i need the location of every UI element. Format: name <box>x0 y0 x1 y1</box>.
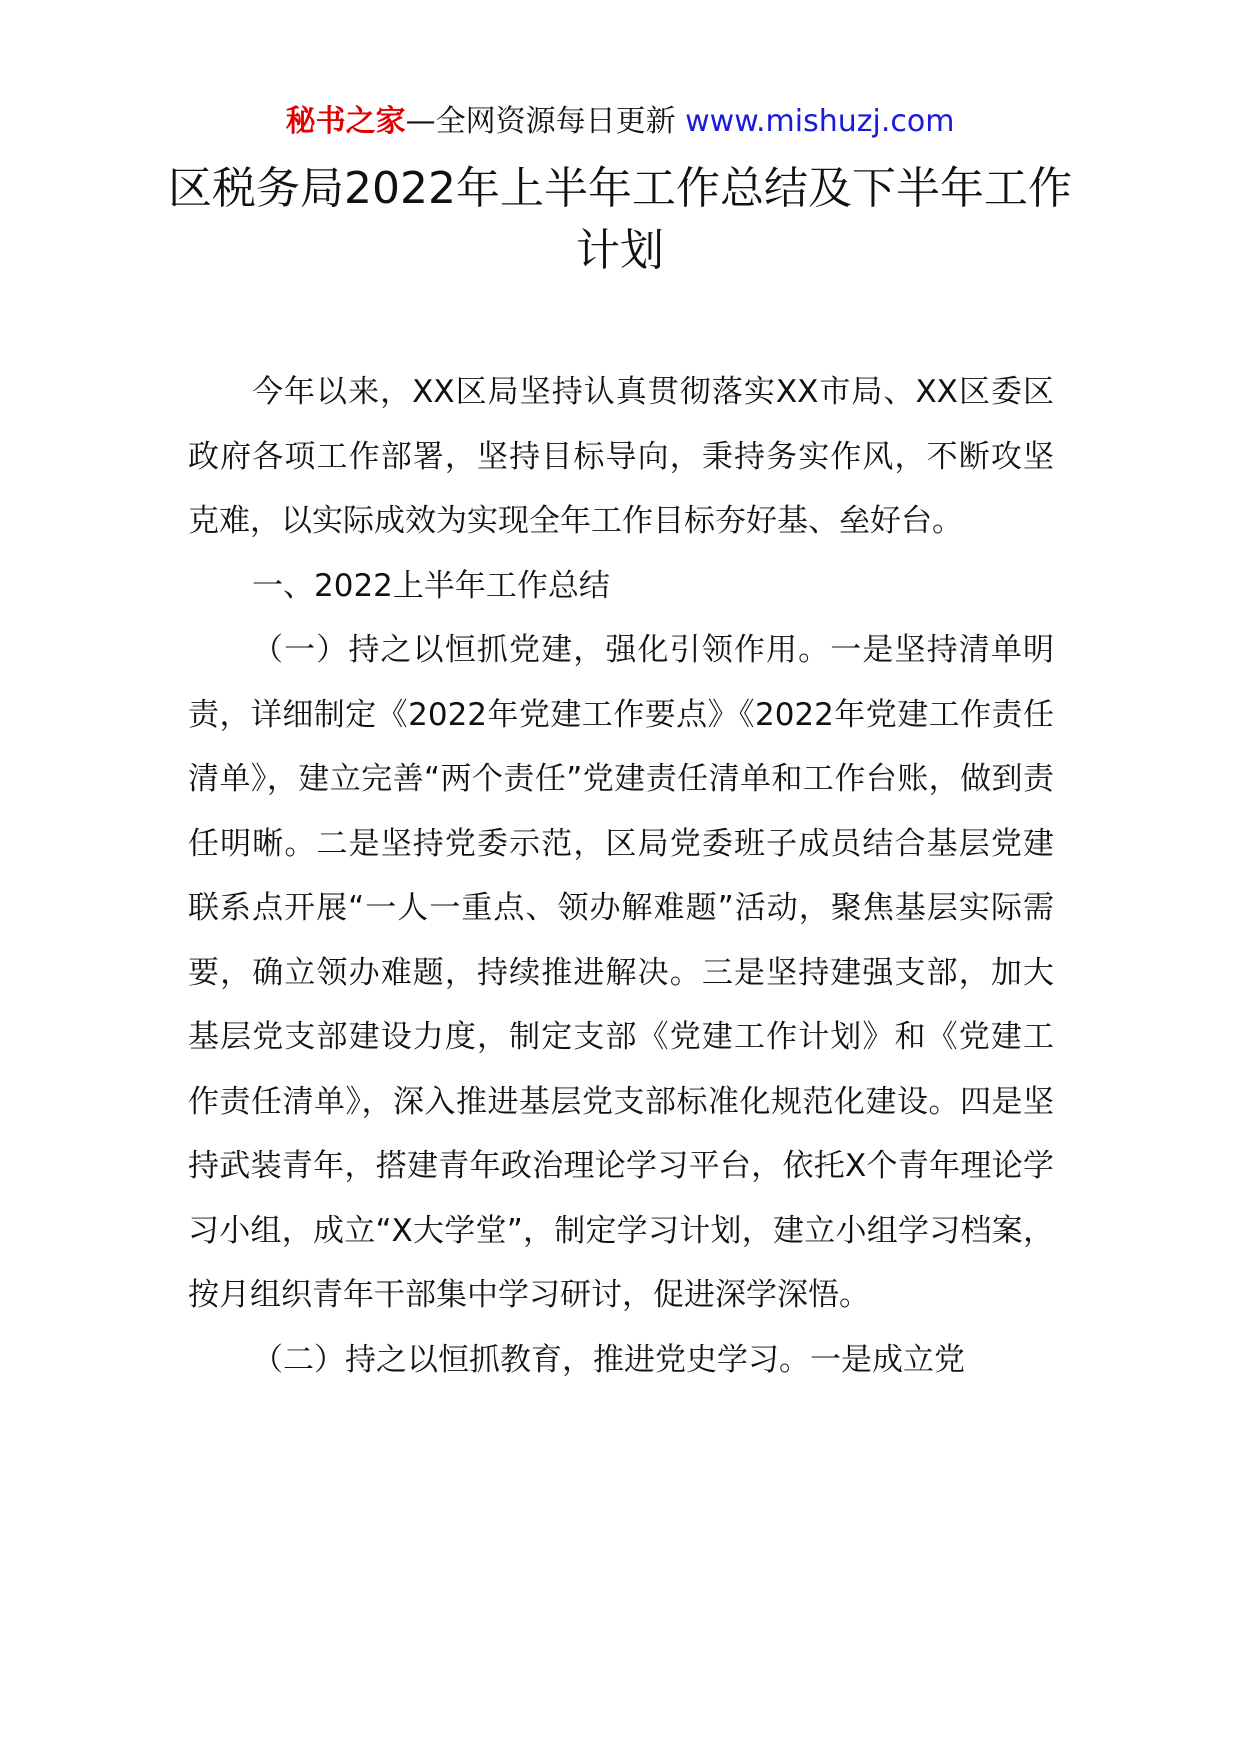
header-tagline: —全网资源每日更新 <box>405 104 676 139</box>
document-title: 区税务局2022年上半年工作总结及下半年工作计划 <box>168 163 1072 276</box>
subsection-education: （二）持之以恒抓教育，推进党史学习。一是成立党 <box>252 1341 965 1378</box>
intro-paragraph: 今年以来，XX区局坚持认真贯彻落实XX市局、XX区委区政府各项工作部署，坚持目标导向，秉持务实作风，不断攻坚克难，以实际成效为实现全年工作目标夯好基、垒好台。 <box>188 374 1054 539</box>
section-heading: 一、2022上半年工作总结 <box>252 567 610 604</box>
watermark-header <box>0 102 1240 142</box>
header-brand: 秘书之家 <box>285 104 406 139</box>
subsection-party-building: （一）持之以恒抓党建，强化引领作用。一是坚持清单明责，详细制定《2022年党建工作要点》《2022年党建工作责任清单》，建立完善“两个责任”党建责任清单和工作台账，做到责任明晰。二是坚持党委示范，区局党委班子成员结合基层党建联系点开展“一人一重点、领办解难题”活动，聚焦基层实际需要，确立领办难题，持续推进解决。三是坚持建强支部，加大基层党支部建设力度，制定支部《党建工作计划》和《党建工作责任清单》，深入推进基层党支部标准化规范化建设。四是坚持武装青年，搭建青年政治理论学习平台，依托X个青年理论学习小组，成立“X大学堂”，制定学习计划，建立小组学习档案，按月组织青年干部集中学习研讨，促进深学深悟。 <box>188 632 1054 1313</box>
header-url[interactable]: www.mishuzj.com <box>685 104 955 139</box>
document-body <box>188 360 1054 1392</box>
